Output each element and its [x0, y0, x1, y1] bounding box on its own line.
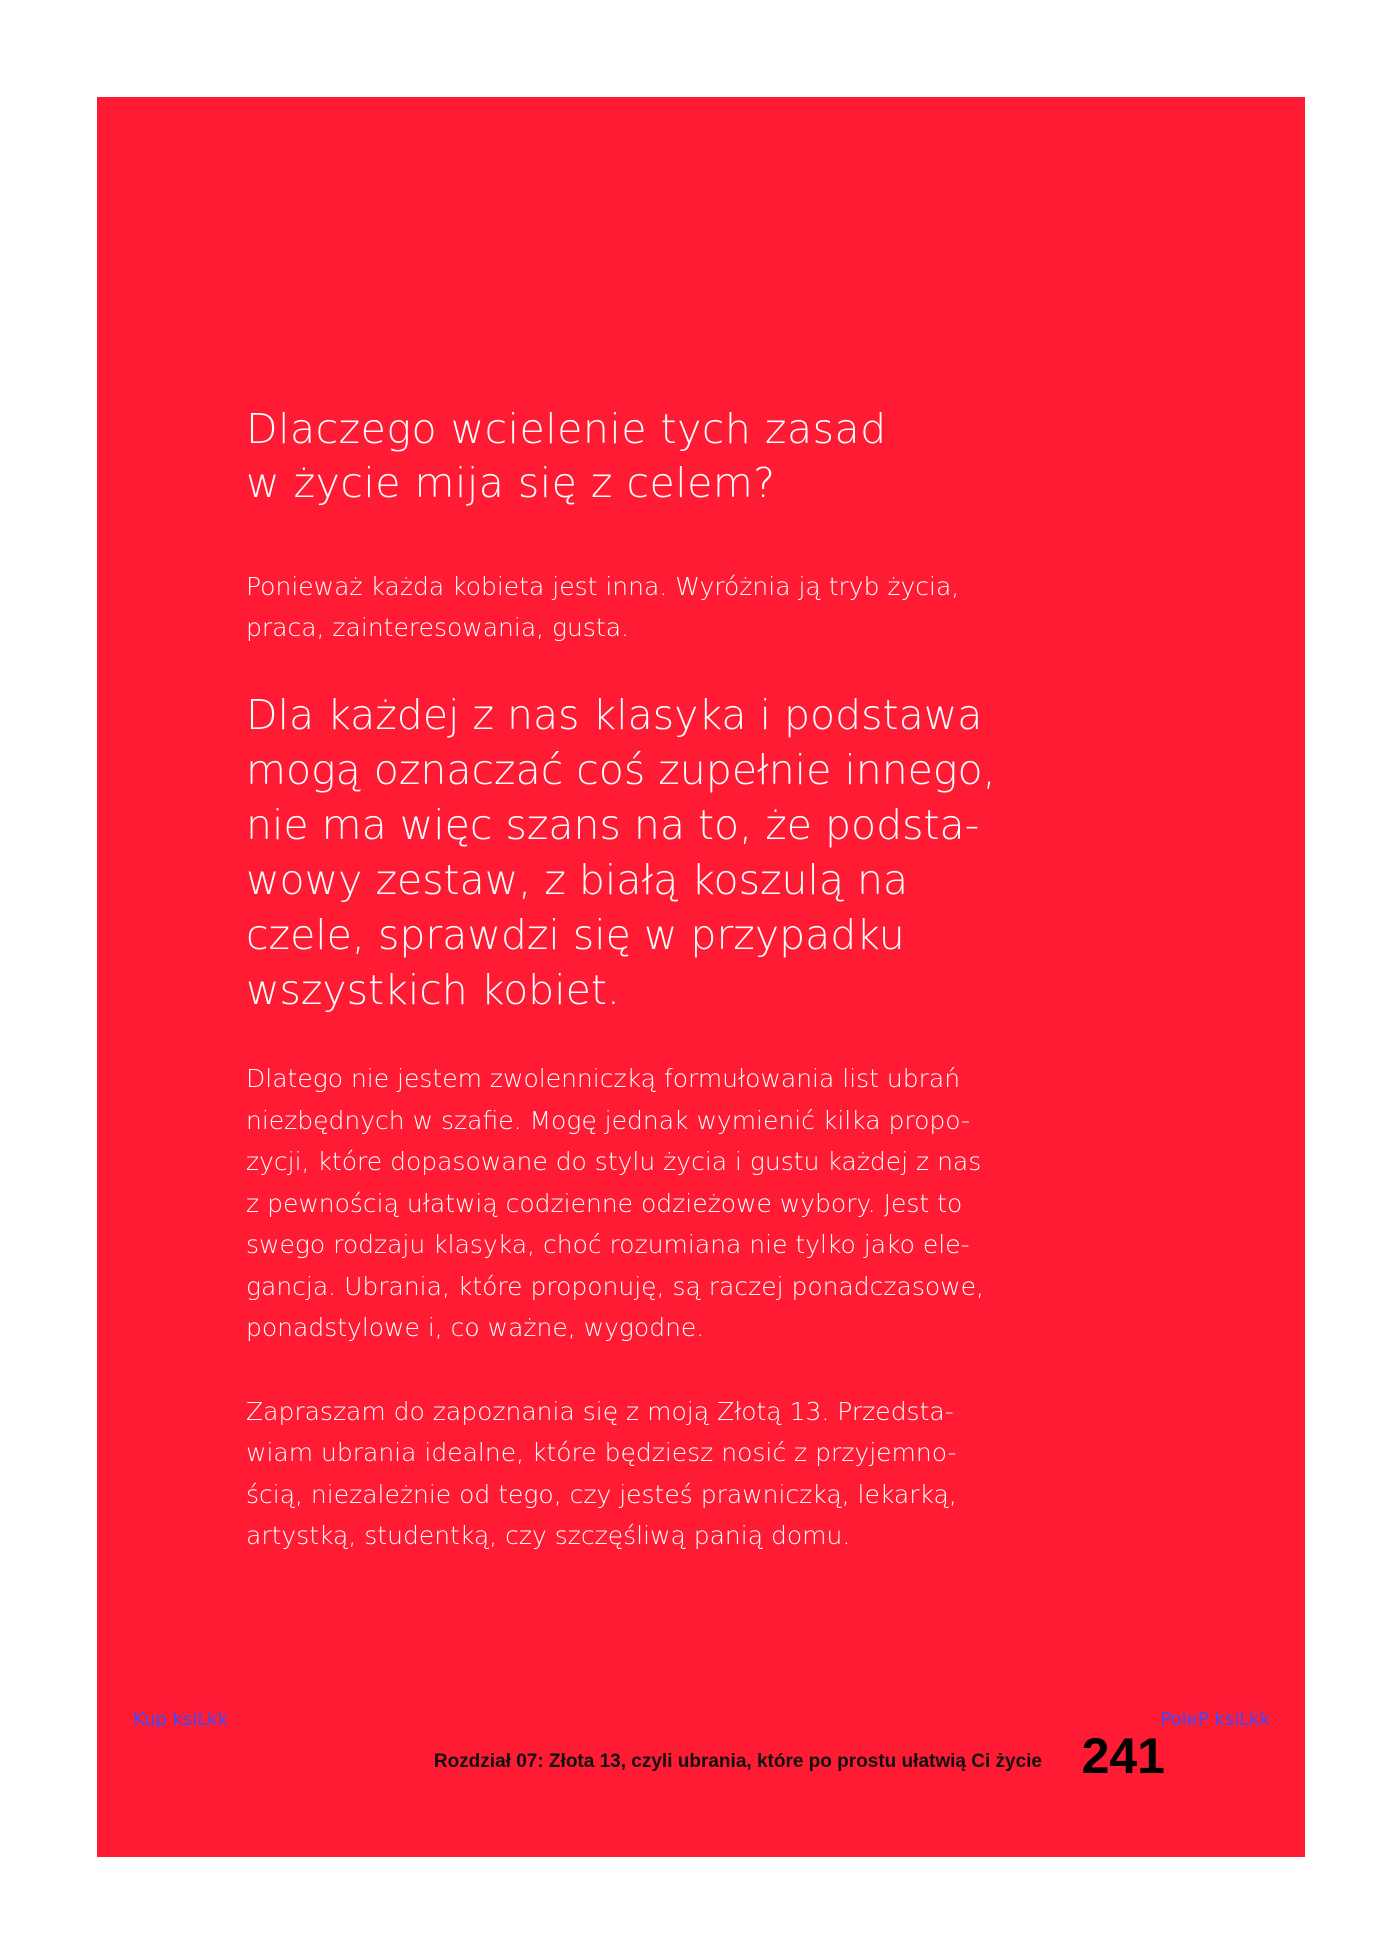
pull-quote: Dla każdej z nas klasyka i podstawa mogą oznaczać coś zupełnie innego, nie ma więc szans na to, że podsta- wowy zestaw, z białą koszulą na czele, sprawdzi się w przypadku wszystkich kobiet.	[246, 691, 996, 1014]
buy-book-link[interactable]: Kup ksiLkk	[133, 1709, 229, 1730]
page-number: 241	[1081, 1728, 1165, 1784]
section-heading: Dlaczego wcielenie tych zasad w życie mija się z celem?	[246, 405, 887, 507]
body-paragraph: Zapraszam do zapoznania się z moją Złotą 13. Przedsta- wiam ubrania idealne, które będziesz nosić z przyjemno- ścią, niezależnie od tego, czy jesteś prawniczką, lekarką, artystką, studentką, czy szczęśliwą panią domu.	[246, 1396, 957, 1550]
chapter-title: Rozdział 07: Złota 13, czyli ubrania, które po prostu ułatwią Ci życie	[433, 1751, 1042, 1772]
recommend-book-link[interactable]: PoleP ksiLkk	[1160, 1709, 1270, 1730]
page-footer	[97, 1717, 1305, 1784]
body-paragraph: Dlatego nie jestem zwolenniczką formułowania list ubrań niezbędnych w szafie. Mogę jednak wymienić kilka propo- zycji, które dopasowane do stylu życia i gustu każdej z nas z pewnością ułatwią codzienne odzieżowe wybory. Jest to swego rodzaju klasyka, choć rozumiana nie tylko jako ele- gancja. Ubrania, które proponuję, są raczej ponadczasowe, ponadstylowe i, co ważne, wygodne.	[246, 1064, 984, 1342]
lead-paragraph: Ponieważ każda kobieta jest inna. Wyróżnia ją tryb życia, praca, zainteresowania, gusta.	[246, 572, 960, 642]
content-column	[246, 402, 1156, 1557]
page-spread	[97, 97, 1305, 1857]
